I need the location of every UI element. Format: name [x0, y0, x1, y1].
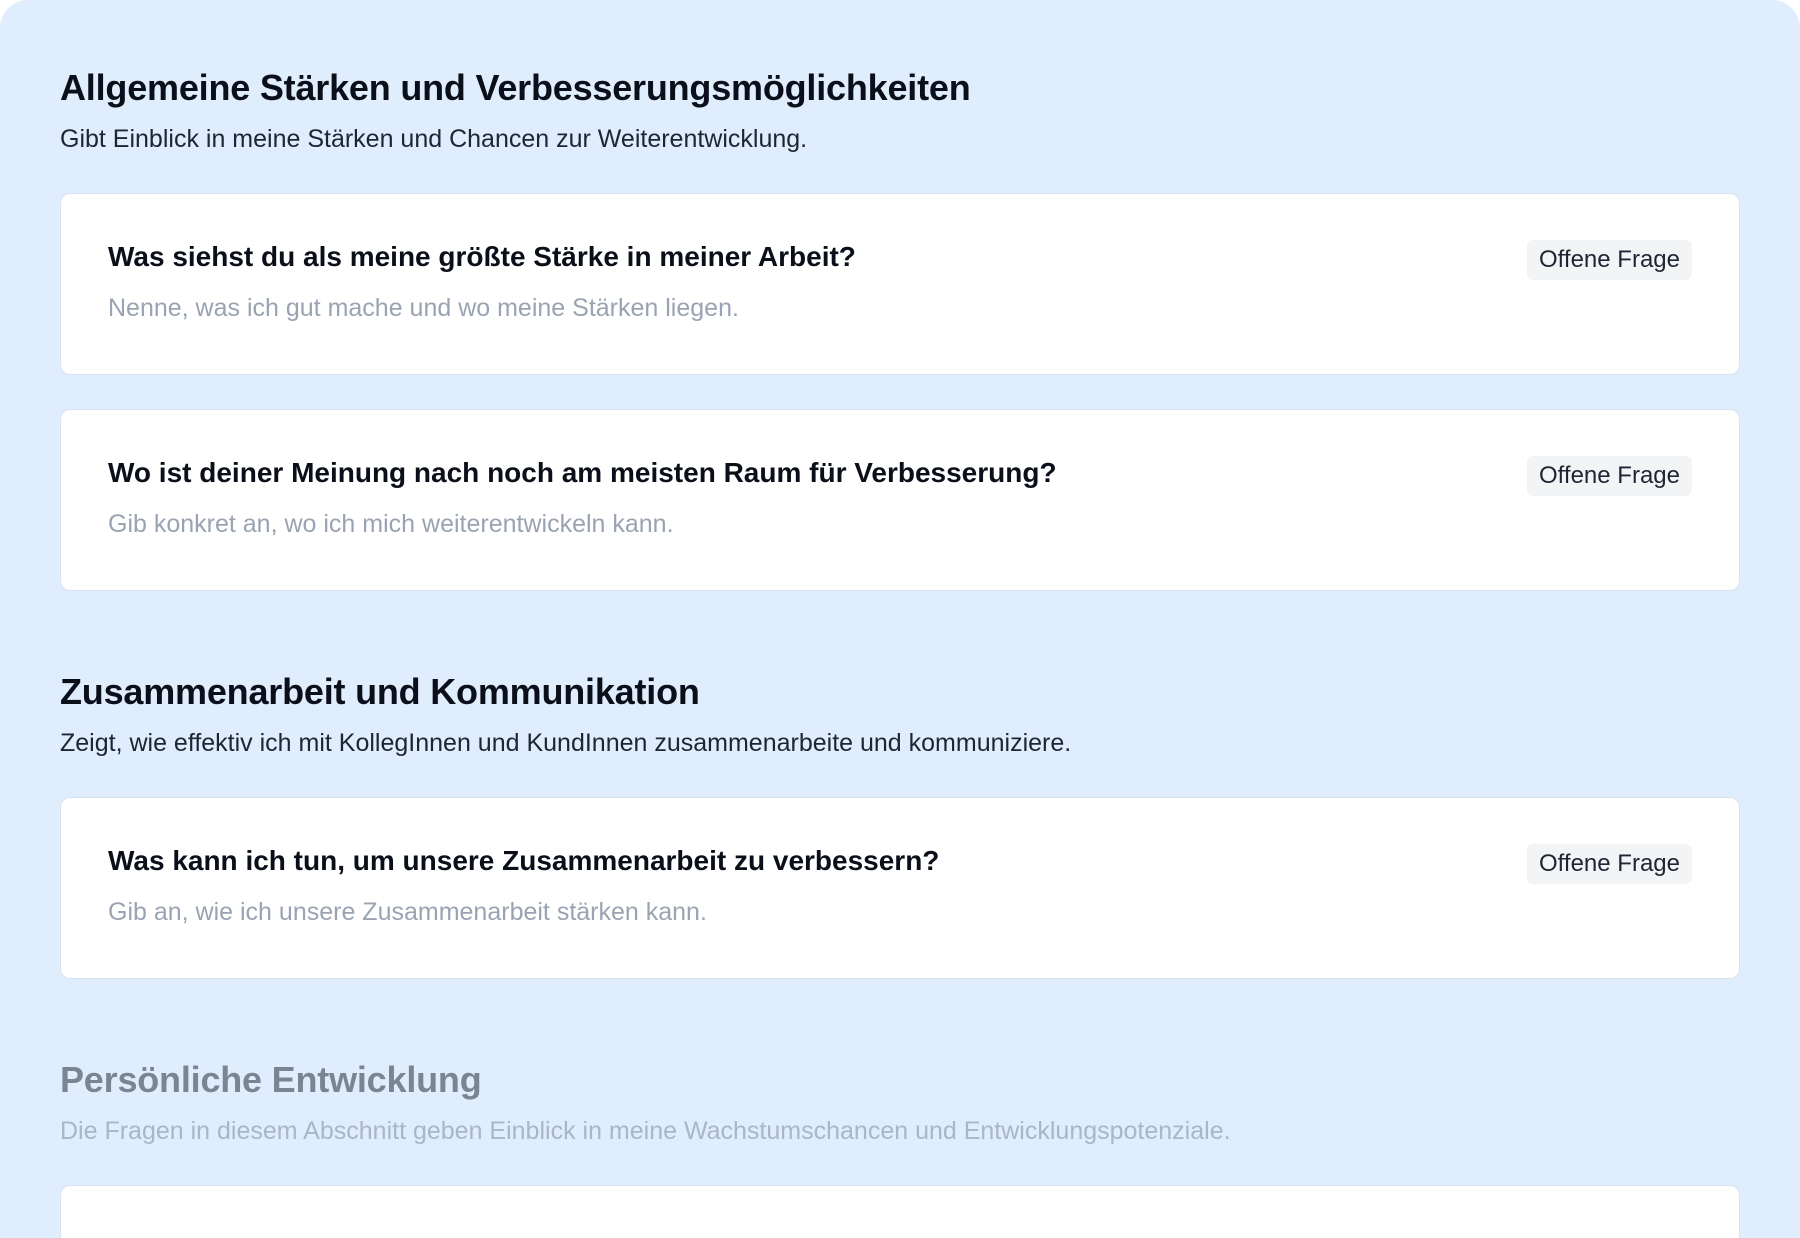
question-title: Wo ist deiner Meinung nach noch am meisten Raum für Verbesserung? [108, 457, 1057, 488]
question-card[interactable] [60, 797, 1740, 979]
question-type-badge: Offene Frage [1527, 456, 1692, 496]
question-hint: Gib an, wie ich unsere Zusammenarbeit stärken kann. [108, 898, 707, 926]
question-card[interactable] [60, 193, 1740, 375]
question-title: Was kann ich tun, um unsere Zusammenarbeit zu verbessern? [108, 845, 940, 876]
question-title: Was siehst du als meine größte Stärke in meiner Arbeit? [108, 241, 856, 272]
section-description: Die Fragen in diesem Abschnitt geben Einblick in meine Wachstumschancen und Entwicklungspotenziale. [60, 1117, 1231, 1146]
question-type-badge: Offene Frage [1527, 844, 1692, 884]
section-description: Gibt Einblick in meine Stärken und Chancen zur Weiterentwicklung. [60, 125, 808, 154]
question-type-badge: Offene Frage [1527, 240, 1692, 280]
section-personal-development [60, 1058, 1740, 1148]
section-collaboration [60, 670, 1740, 760]
section-description: Zeigt, wie effektiv ich mit KollegInnen und KundInnen zusammenarbeite und kommuniziere. [60, 729, 1072, 758]
question-card[interactable] [60, 409, 1740, 591]
section-strengths [60, 66, 1740, 156]
question-card-partial[interactable] [60, 1185, 1740, 1238]
question-hint: Gib konkret an, wo ich mich weiterentwickeln kann. [108, 510, 674, 538]
section-title: Persönliche Entwicklung [60, 1059, 482, 1100]
section-title: Allgemeine Stärken und Verbesserungsmöglichkeiten [60, 67, 971, 108]
question-hint: Nenne, was ich gut mache und wo meine Stärken liegen. [108, 294, 739, 322]
section-title: Zusammenarbeit und Kommunikation [60, 671, 700, 712]
